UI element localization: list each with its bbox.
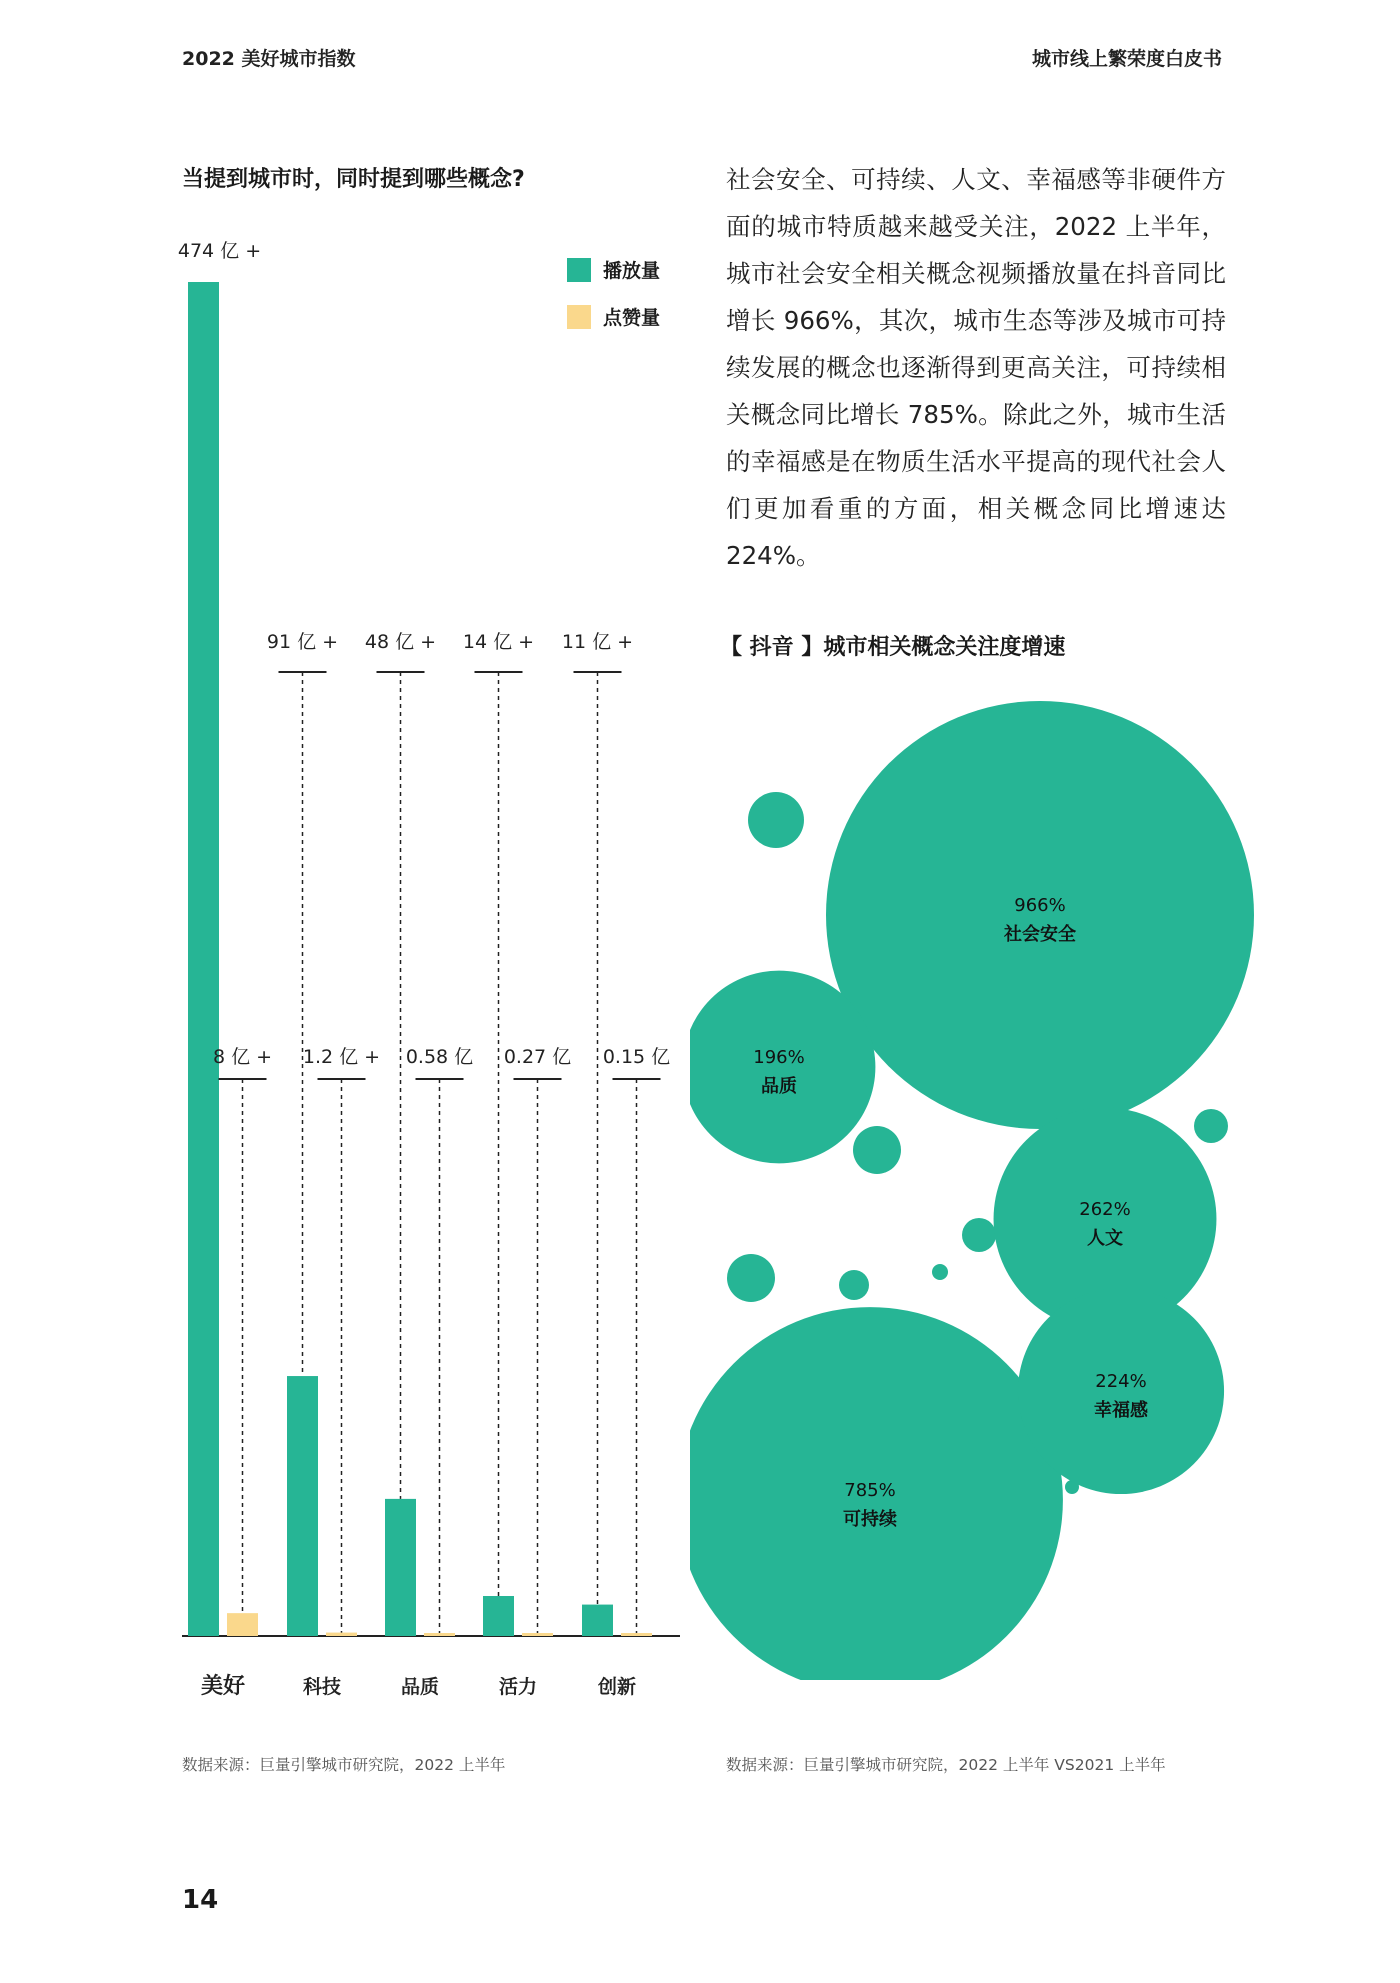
header-right: 城市线上繁荣度白皮书 [1031,48,1222,70]
label-views-0: 474 亿 + [177,240,262,262]
bubble-value-0: 966% [1014,895,1066,916]
header-left: 2022 美好城市指数 [182,48,356,70]
bubble-chart [690,680,1260,1680]
bubble-name-3: 幸福感 [1094,1400,1148,1421]
label-views-4: 11 亿 + [561,631,634,653]
category-label-1: 科技 [302,1676,342,1698]
bar-views-4 [582,1605,613,1636]
legend-views-label: 播放量 [603,260,661,282]
label-likes-0: 8 亿 + [212,1046,273,1068]
decor-bubble-5 [839,1270,869,1300]
decor-bubble-0 [748,792,804,848]
bar-views-3 [483,1596,514,1636]
page-number: 14 [182,1885,219,1915]
decor-bubble-2 [1194,1109,1228,1143]
decor-bubble-6 [932,1264,948,1280]
decor-bubble-1 [853,1126,901,1174]
bar-views-2 [385,1499,416,1636]
decor-bubble-4 [962,1218,996,1252]
label-likes-3: 0.27 亿 [503,1046,572,1068]
bar-likes-2 [424,1633,455,1636]
bubble-chart-title: 【 抖音 】城市相关概念关注度增速 [720,635,1066,660]
bubble-name-1: 可持续 [843,1509,897,1530]
decor-bubble-3 [727,1254,775,1302]
label-views-3: 14 亿 + [462,631,535,653]
bubble-value-3: 224% [1095,1371,1147,1392]
category-label-4: 创新 [597,1676,637,1698]
category-label-0: 美好 [200,1674,246,1699]
bubble-value-1: 785% [844,1480,896,1501]
bar-likes-1 [326,1633,357,1636]
bubble-value-2: 262% [1079,1199,1131,1220]
label-views-2: 48 亿 + [364,631,437,653]
bubble-name-2: 人文 [1087,1228,1123,1249]
bar-views-1 [287,1376,318,1636]
bubble-name-4: 品质 [761,1076,797,1097]
bar-chart [0,0,700,1720]
bar-chart-title: 当提到城市时，同时提到哪些概念? [182,167,525,192]
bubble-name-0: 社会安全 [1004,924,1076,945]
bar-likes-0 [227,1613,258,1636]
legend-likes-label: 点赞量 [603,307,661,329]
body-paragraph: 社会安全、可持续、人文、幸福感等非硬件方面的城市特质越来越受关注，2022 上半年，城市社会安全相关概念视频播放量在抖音同比增长 966%，其次，城市生态等涉及城市可持续发展的概念也逐渐得到更高关注，可持续相关概念同比增长 785%。除此之外，城市生活的幸福感是在物质生活水平提高的现代社会人们更加看重的方面，相关概念同比增速达 224%。 [726,165,1226,570]
category-label-3: 活力 [498,1676,538,1698]
bar-views-0 [188,282,219,1636]
source-left: 数据来源：巨量引擎城市研究院，2022 上半年 [182,1756,506,1774]
label-likes-4: 0.15 亿 [602,1046,671,1068]
bubble-value-4: 196% [753,1047,805,1068]
source-right: 数据来源：巨量引擎城市研究院，2022 上半年 VS2021 上半年 [726,1756,1166,1774]
label-likes-2: 0.58 亿 [405,1046,474,1068]
bar-likes-4 [621,1633,652,1636]
bar-likes-3 [522,1633,553,1636]
label-views-1: 91 亿 + [266,631,339,653]
label-likes-1: 1.2 亿 + [302,1046,381,1068]
category-label-2: 品质 [400,1676,440,1698]
